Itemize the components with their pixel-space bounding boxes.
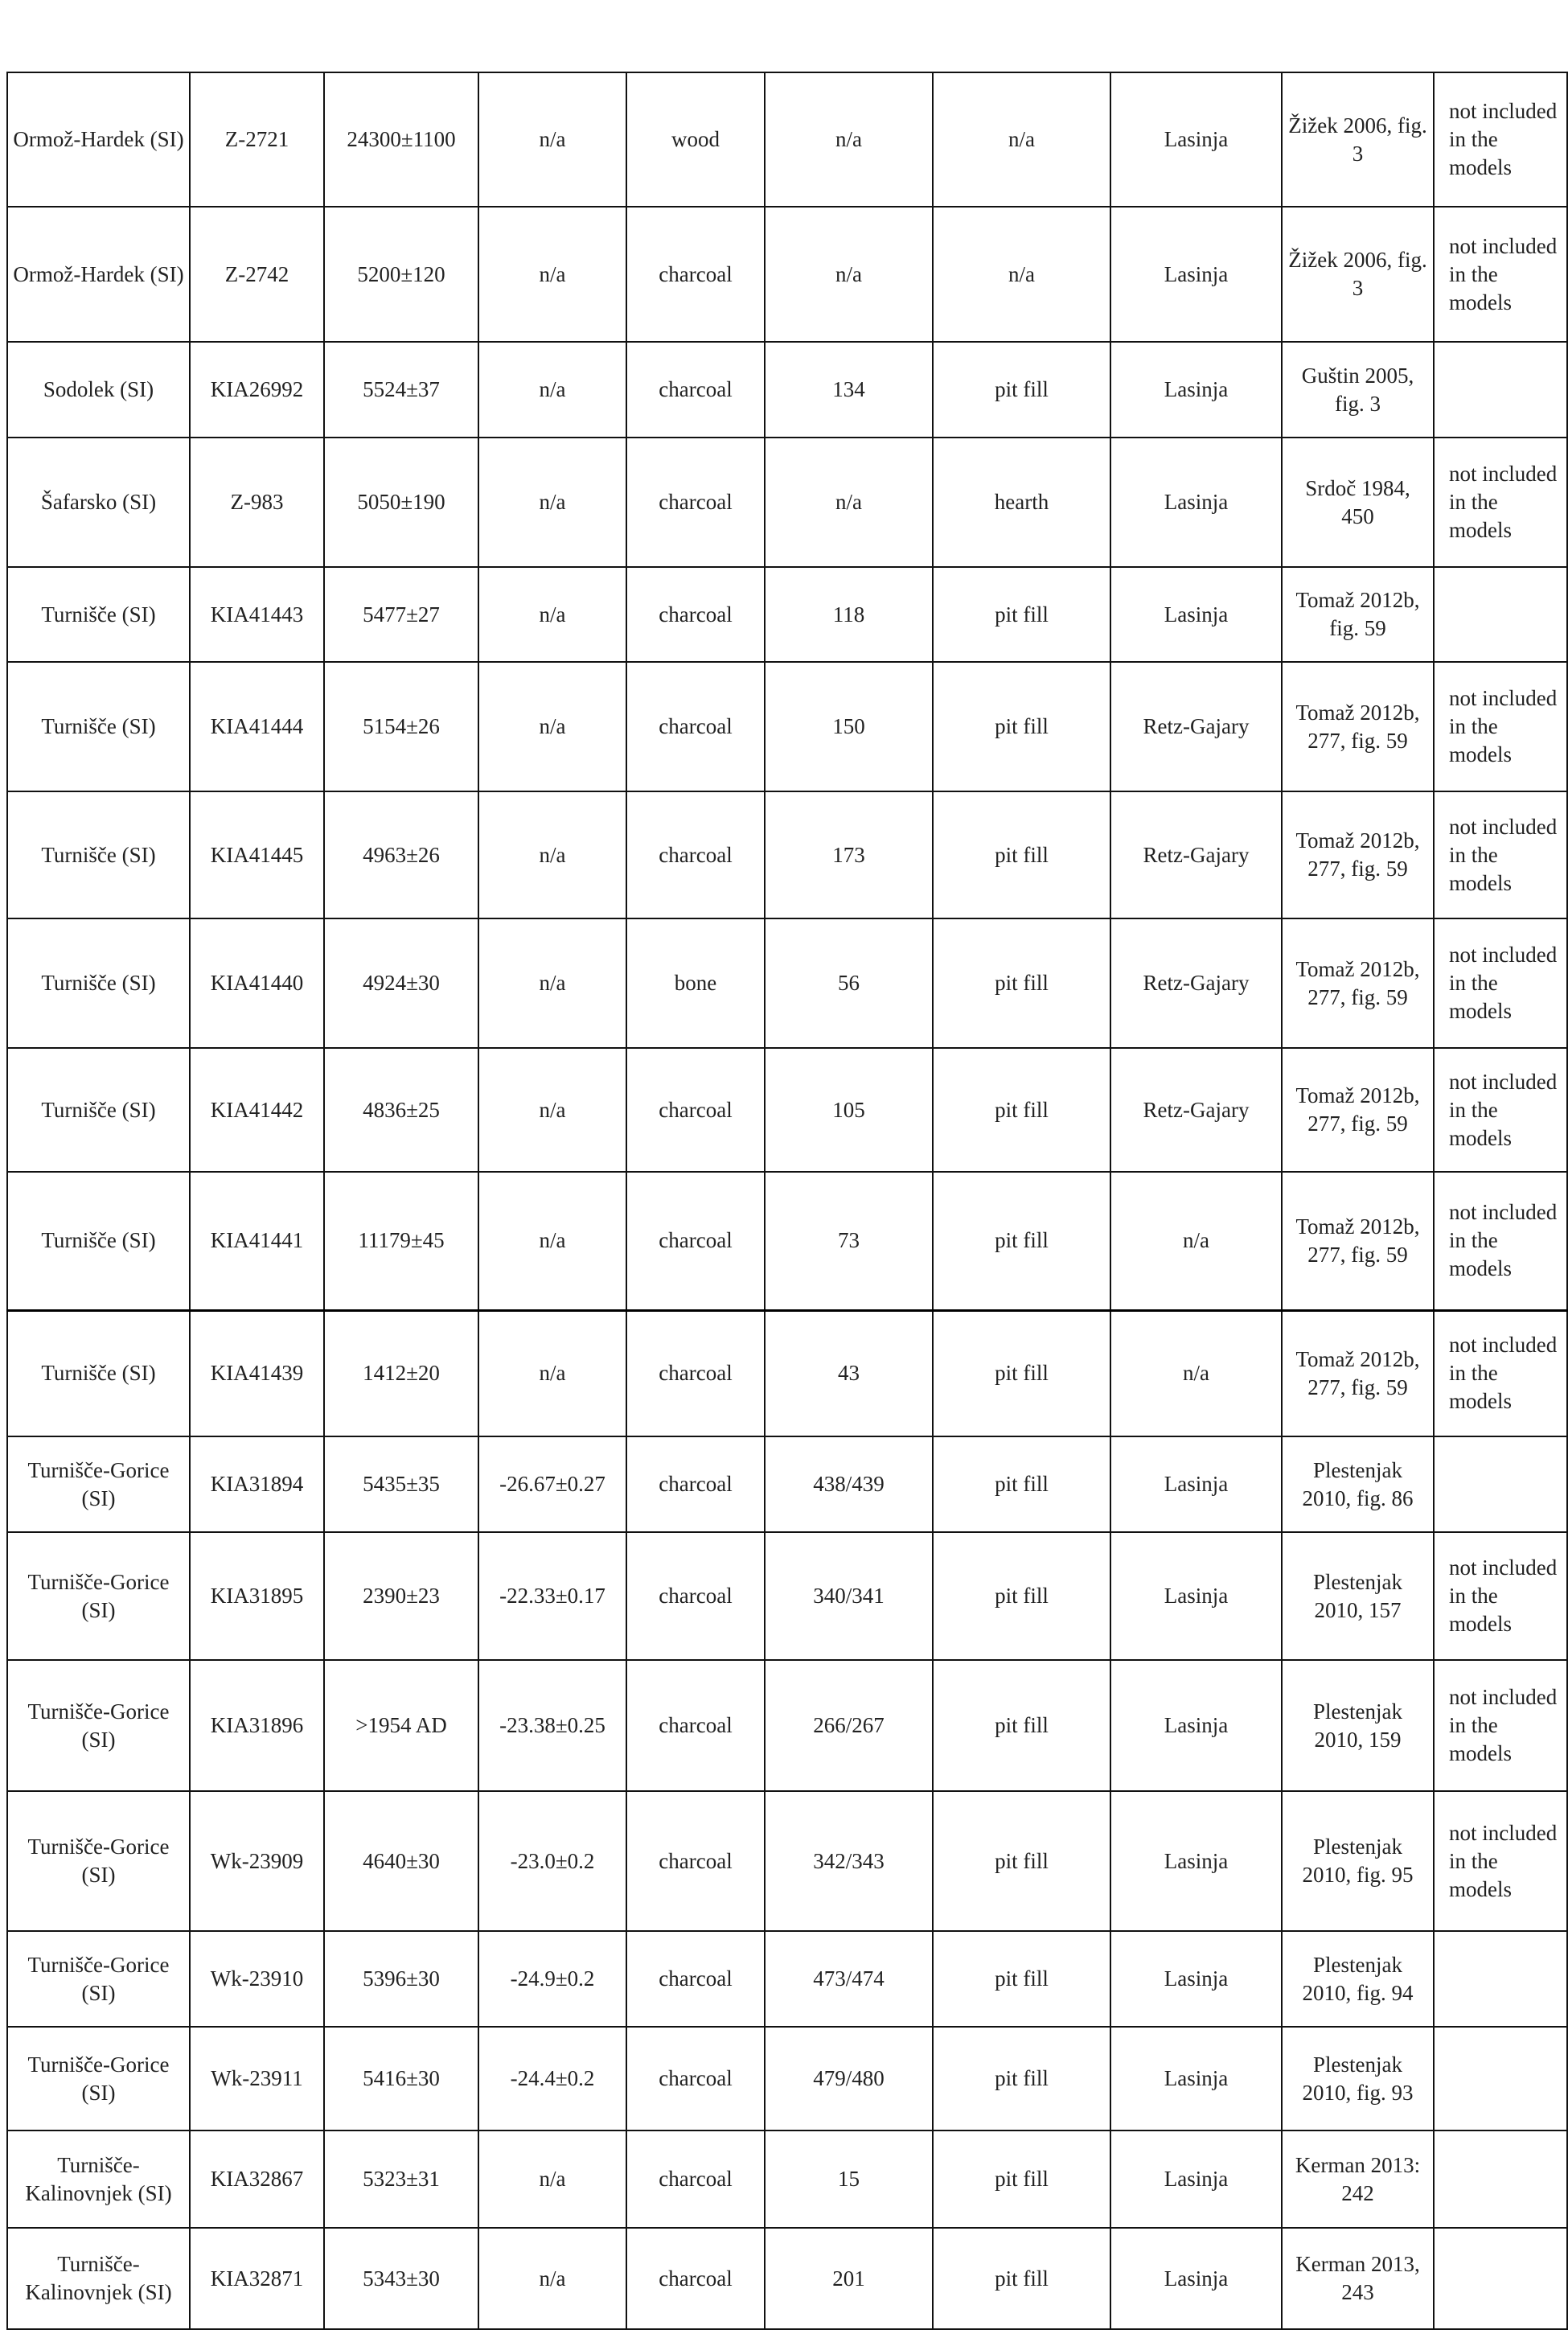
cell-context: n/a — [765, 207, 933, 342]
cell-lab-code: KIA26992 — [190, 342, 324, 438]
cell-delta-c13: -22.33±0.17 — [478, 1532, 626, 1660]
table-row — [7, 791, 1567, 918]
cell-site: Turnišče-Kalinovnjek (SI) — [7, 2228, 190, 2329]
cell-lab-code: KIA31895 — [190, 1532, 324, 1660]
cell-material: charcoal — [626, 2228, 765, 2329]
cell-context: 118 — [765, 567, 933, 662]
cell-delta-c13: n/a — [478, 72, 626, 207]
table-row — [7, 1172, 1567, 1310]
cell-lab-code: Z-2742 — [190, 207, 324, 342]
cell-context-type: pit fill — [933, 2027, 1110, 2130]
cell-lab-code: KIA41445 — [190, 791, 324, 918]
cell-note: not included in the models — [1434, 1660, 1567, 1791]
cell-culture: Lasinja — [1110, 1436, 1282, 1532]
cell-culture: Lasinja — [1110, 1791, 1282, 1931]
table-row — [7, 2228, 1567, 2329]
cell-material: charcoal — [626, 1436, 765, 1532]
cell-note: not included in the models — [1434, 1310, 1567, 1436]
cell-culture: Lasinja — [1110, 567, 1282, 662]
cell-note: not included in the models — [1434, 1532, 1567, 1660]
cell-note — [1434, 342, 1567, 438]
cell-note: not included in the models — [1434, 1048, 1567, 1172]
cell-reference: Plestenjak 2010, fig. 86 — [1282, 1436, 1434, 1532]
cell-reference: Tomaž 2012b, 277, fig. 59 — [1282, 662, 1434, 791]
cell-culture: n/a — [1110, 1310, 1282, 1436]
cell-material: charcoal — [626, 438, 765, 567]
cell-material: charcoal — [626, 1532, 765, 1660]
table-row — [7, 918, 1567, 1048]
cell-context-type: pit fill — [933, 2130, 1110, 2228]
cell-reference: Tomaž 2012b, 277, fig. 59 — [1282, 1172, 1434, 1310]
table-row — [7, 342, 1567, 438]
cell-culture: Lasinja — [1110, 1931, 1282, 2027]
cell-note: not included in the models — [1434, 1172, 1567, 1310]
cell-culture: n/a — [1110, 1172, 1282, 1310]
cell-context-type: pit fill — [933, 1660, 1110, 1791]
cell-delta-c13: -26.67±0.27 — [478, 1436, 626, 1532]
cell-lab-code: KIA41443 — [190, 567, 324, 662]
cell-context-type: pit fill — [933, 1931, 1110, 2027]
cell-context-type: n/a — [933, 207, 1110, 342]
cell-delta-c13: n/a — [478, 2130, 626, 2228]
cell-lab-code: KIA41439 — [190, 1310, 324, 1436]
cell-culture: Lasinja — [1110, 207, 1282, 342]
cell-delta-c13: -23.0±0.2 — [478, 1791, 626, 1931]
cell-site: Turnišče-Kalinovnjek (SI) — [7, 2130, 190, 2228]
cell-lab-code: Z-2721 — [190, 72, 324, 207]
cell-site: Turnišče-Gorice (SI) — [7, 1660, 190, 1791]
table-row — [7, 1660, 1567, 1791]
cell-delta-c13: -23.38±0.25 — [478, 1660, 626, 1791]
cell-bp-date: 5524±37 — [324, 342, 478, 438]
cell-site: Turnišče-Gorice (SI) — [7, 1436, 190, 1532]
cell-context: 15 — [765, 2130, 933, 2228]
cell-site: Turnišče (SI) — [7, 918, 190, 1048]
table-row — [7, 1436, 1567, 1532]
cell-material: charcoal — [626, 207, 765, 342]
cell-lab-code: KIA41441 — [190, 1172, 324, 1310]
cell-context: 173 — [765, 791, 933, 918]
cell-lab-code: Z-983 — [190, 438, 324, 567]
cell-context-type: pit fill — [933, 662, 1110, 791]
cell-bp-date: 4640±30 — [324, 1791, 478, 1931]
cell-culture: Lasinja — [1110, 342, 1282, 438]
cell-context-type: hearth — [933, 438, 1110, 567]
cell-reference: Plestenjak 2010, 159 — [1282, 1660, 1434, 1791]
cell-delta-c13: n/a — [478, 207, 626, 342]
cell-culture: Retz-Gajary — [1110, 918, 1282, 1048]
cell-delta-c13: n/a — [478, 342, 626, 438]
cell-bp-date: 24300±1100 — [324, 72, 478, 207]
cell-reference: Guštin 2005, fig. 3 — [1282, 342, 1434, 438]
cell-bp-date: 5416±30 — [324, 2027, 478, 2130]
cell-culture: Lasinja — [1110, 2027, 1282, 2130]
cell-material: charcoal — [626, 662, 765, 791]
cell-delta-c13: n/a — [478, 438, 626, 567]
cell-context-type: pit fill — [933, 2228, 1110, 2329]
table-row — [7, 1532, 1567, 1660]
cell-context: 150 — [765, 662, 933, 791]
cell-context-type: pit fill — [933, 1532, 1110, 1660]
cell-bp-date: 5200±120 — [324, 207, 478, 342]
cell-delta-c13: -24.9±0.2 — [478, 1931, 626, 2027]
cell-bp-date: 4836±25 — [324, 1048, 478, 1172]
cell-context: 438/439 — [765, 1436, 933, 1532]
cell-reference: Tomaž 2012b, 277, fig. 59 — [1282, 1048, 1434, 1172]
cell-reference: Kerman 2013: 242 — [1282, 2130, 1434, 2228]
cell-reference: Plestenjak 2010, fig. 95 — [1282, 1791, 1434, 1931]
table-row — [7, 1310, 1567, 1436]
cell-bp-date: 1412±20 — [324, 1310, 478, 1436]
table-row — [7, 662, 1567, 791]
cell-material: charcoal — [626, 2130, 765, 2228]
table-row — [7, 438, 1567, 567]
cell-reference: Tomaž 2012b, 277, fig. 59 — [1282, 918, 1434, 1048]
cell-reference: Tomaž 2012b, 277, fig. 59 — [1282, 791, 1434, 918]
cell-site: Ormož-Hardek (SI) — [7, 207, 190, 342]
cell-context: 340/341 — [765, 1532, 933, 1660]
cell-reference: Tomaž 2012b, fig. 59 — [1282, 567, 1434, 662]
cell-note: not included in the models — [1434, 662, 1567, 791]
cell-reference: Plestenjak 2010, fig. 93 — [1282, 2027, 1434, 2130]
cell-delta-c13: -24.4±0.2 — [478, 2027, 626, 2130]
cell-lab-code: Wk-23911 — [190, 2027, 324, 2130]
table-body — [7, 72, 1567, 2329]
cell-site: Turnišče (SI) — [7, 662, 190, 791]
table-row — [7, 207, 1567, 342]
cell-context: n/a — [765, 72, 933, 207]
cell-culture: Retz-Gajary — [1110, 791, 1282, 918]
cell-note — [1434, 2228, 1567, 2329]
cell-site: Turnišče (SI) — [7, 1048, 190, 1172]
cell-note — [1434, 2130, 1567, 2228]
cell-culture: Lasinja — [1110, 72, 1282, 207]
cell-note: not included in the models — [1434, 1791, 1567, 1931]
table-row — [7, 2130, 1567, 2228]
cell-context-type: pit fill — [933, 567, 1110, 662]
cell-site: Turnišče-Gorice (SI) — [7, 1931, 190, 2027]
cell-context: 43 — [765, 1310, 933, 1436]
cell-culture: Retz-Gajary — [1110, 1048, 1282, 1172]
cell-delta-c13: n/a — [478, 1048, 626, 1172]
cell-material: charcoal — [626, 1660, 765, 1791]
cell-delta-c13: n/a — [478, 567, 626, 662]
cell-lab-code: KIA32867 — [190, 2130, 324, 2228]
cell-delta-c13: n/a — [478, 1310, 626, 1436]
cell-note: not included in the models — [1434, 791, 1567, 918]
cell-reference: Plestenjak 2010, 157 — [1282, 1532, 1434, 1660]
cell-material: charcoal — [626, 1172, 765, 1310]
cell-context-type: pit fill — [933, 342, 1110, 438]
cell-bp-date: 5343±30 — [324, 2228, 478, 2329]
cell-context: n/a — [765, 438, 933, 567]
cell-delta-c13: n/a — [478, 662, 626, 791]
cell-note — [1434, 1931, 1567, 2027]
cell-context-type: pit fill — [933, 791, 1110, 918]
cell-context-type: pit fill — [933, 1436, 1110, 1532]
cell-material: charcoal — [626, 342, 765, 438]
cell-material: bone — [626, 918, 765, 1048]
cell-material: charcoal — [626, 791, 765, 918]
cell-bp-date: >1954 AD — [324, 1660, 478, 1791]
cell-material: charcoal — [626, 1791, 765, 1931]
cell-lab-code: Wk-23909 — [190, 1791, 324, 1931]
cell-site: Sodolek (SI) — [7, 342, 190, 438]
cell-delta-c13: n/a — [478, 918, 626, 1048]
cell-bp-date: 5154±26 — [324, 662, 478, 791]
cell-material: charcoal — [626, 1310, 765, 1436]
cell-note: not included in the models — [1434, 918, 1567, 1048]
cell-culture: Lasinja — [1110, 1532, 1282, 1660]
cell-culture: Retz-Gajary — [1110, 662, 1282, 791]
cell-note: not included in the models — [1434, 207, 1567, 342]
cell-material: charcoal — [626, 1048, 765, 1172]
cell-site: Turnišče-Gorice (SI) — [7, 1791, 190, 1931]
cell-context: 73 — [765, 1172, 933, 1310]
cell-context: 479/480 — [765, 2027, 933, 2130]
table-row — [7, 72, 1567, 207]
table-row — [7, 1048, 1567, 1172]
cell-reference: Žižek 2006, fig. 3 — [1282, 207, 1434, 342]
cell-lab-code: KIA41442 — [190, 1048, 324, 1172]
cell-delta-c13: n/a — [478, 2228, 626, 2329]
cell-reference: Kerman 2013, 243 — [1282, 2228, 1434, 2329]
cell-bp-date: 5396±30 — [324, 1931, 478, 2027]
cell-note: not included in the models — [1434, 72, 1567, 207]
cell-bp-date: 4924±30 — [324, 918, 478, 1048]
cell-lab-code: KIA32871 — [190, 2228, 324, 2329]
cell-bp-date: 2390±23 — [324, 1532, 478, 1660]
cell-lab-code: KIA41444 — [190, 662, 324, 791]
cell-context-type: n/a — [933, 72, 1110, 207]
table-row — [7, 2027, 1567, 2130]
cell-lab-code: KIA31894 — [190, 1436, 324, 1532]
cell-note: not included in the models — [1434, 438, 1567, 567]
cell-lab-code: KIA31896 — [190, 1660, 324, 1791]
cell-context: 342/343 — [765, 1791, 933, 1931]
cell-bp-date: 11179±45 — [324, 1172, 478, 1310]
cell-reference: Tomaž 2012b, 277, fig. 59 — [1282, 1310, 1434, 1436]
cell-context-type: pit fill — [933, 1048, 1110, 1172]
cell-bp-date: 5477±27 — [324, 567, 478, 662]
cell-site: Ormož-Hardek (SI) — [7, 72, 190, 207]
cell-context: 134 — [765, 342, 933, 438]
cell-context: 201 — [765, 2228, 933, 2329]
cell-context-type: pit fill — [933, 918, 1110, 1048]
cell-context-type: pit fill — [933, 1791, 1110, 1931]
cell-culture: Lasinja — [1110, 2130, 1282, 2228]
cell-reference: Žižek 2006, fig. 3 — [1282, 72, 1434, 207]
cell-site: Turnišče (SI) — [7, 1310, 190, 1436]
cell-context-type: pit fill — [933, 1310, 1110, 1436]
cell-material: wood — [626, 72, 765, 207]
cell-material: charcoal — [626, 2027, 765, 2130]
cell-reference: Plestenjak 2010, fig. 94 — [1282, 1931, 1434, 2027]
cell-material: charcoal — [626, 567, 765, 662]
cell-context: 473/474 — [765, 1931, 933, 2027]
cell-note — [1434, 1436, 1567, 1532]
cell-site: Turnišče (SI) — [7, 791, 190, 918]
cell-bp-date: 5050±190 — [324, 438, 478, 567]
cell-culture: Lasinja — [1110, 438, 1282, 567]
cell-culture: Lasinja — [1110, 1660, 1282, 1791]
radiocarbon-dates-table — [6, 72, 1568, 2330]
cell-material: charcoal — [626, 1931, 765, 2027]
cell-note — [1434, 567, 1567, 662]
table-row — [7, 567, 1567, 662]
cell-delta-c13: n/a — [478, 1172, 626, 1310]
cell-site: Turnišče (SI) — [7, 1172, 190, 1310]
table-row — [7, 1931, 1567, 2027]
cell-bp-date: 5435±35 — [324, 1436, 478, 1532]
cell-delta-c13: n/a — [478, 791, 626, 918]
cell-bp-date: 4963±26 — [324, 791, 478, 918]
cell-context: 105 — [765, 1048, 933, 1172]
cell-site: Turnišče-Gorice (SI) — [7, 2027, 190, 2130]
table-row — [7, 1791, 1567, 1931]
cell-context: 266/267 — [765, 1660, 933, 1791]
cell-context: 56 — [765, 918, 933, 1048]
cell-site: Šafarsko (SI) — [7, 438, 190, 567]
cell-site: Turnišče (SI) — [7, 567, 190, 662]
cell-note — [1434, 2027, 1567, 2130]
cell-lab-code: KIA41440 — [190, 918, 324, 1048]
cell-culture: Lasinja — [1110, 2228, 1282, 2329]
cell-context-type: pit fill — [933, 1172, 1110, 1310]
cell-lab-code: Wk-23910 — [190, 1931, 324, 2027]
cell-bp-date: 5323±31 — [324, 2130, 478, 2228]
cell-reference: Srdoč 1984, 450 — [1282, 438, 1434, 567]
cell-site: Turnišče-Gorice (SI) — [7, 1532, 190, 1660]
